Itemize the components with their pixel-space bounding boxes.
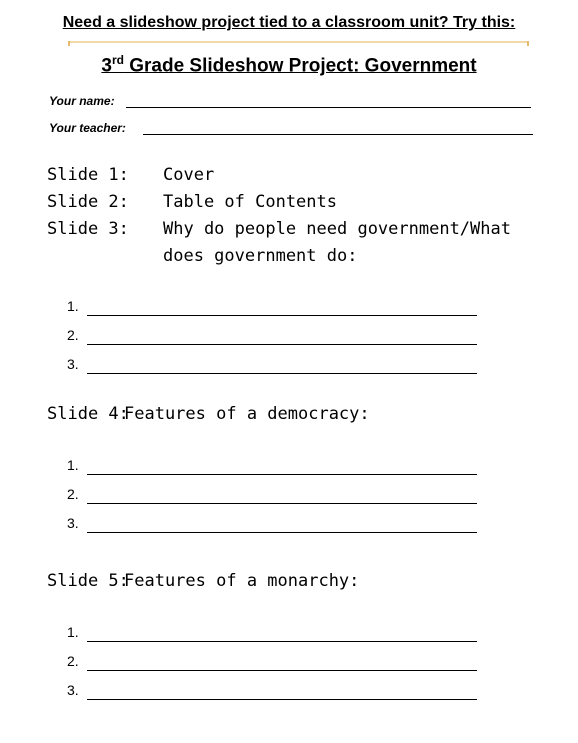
intro-banner: Need a slideshow project tied to a classroom unit? Try this: xyxy=(62,14,516,31)
title-grade-number: 3 xyxy=(101,55,112,77)
slide-1-label: Slide 1: xyxy=(47,165,129,185)
your-teacher-label: Your teacher: xyxy=(49,121,126,135)
slide-3-text-continued: does government do: xyxy=(163,246,358,266)
your-name-line[interactable] xyxy=(126,107,531,108)
slide-4-blank-1-number: 1. xyxy=(67,457,79,473)
decorative-rule xyxy=(68,41,529,43)
slide-3-blank-1-line[interactable] xyxy=(87,315,477,316)
slide-3-blank-3-number: 3. xyxy=(67,356,79,372)
slide-3-blank-1-number: 1. xyxy=(67,298,79,314)
title-text: Grade Slideshow Project: Government xyxy=(123,55,477,77)
slide-5-blank-1-number: 1. xyxy=(67,624,79,640)
decorative-rule-left-end xyxy=(68,41,70,46)
slide-3-text: Why do people need government/What xyxy=(163,219,511,239)
slide-2-label: Slide 2: xyxy=(47,192,129,212)
slide-1-text: Cover xyxy=(163,165,215,185)
your-name-label: Your name: xyxy=(49,94,115,108)
slide-3-blank-3-line[interactable] xyxy=(87,373,477,374)
slide-3-label: Slide 3: xyxy=(47,219,129,239)
decorative-rule-right-end xyxy=(527,41,529,46)
slide-4-text: Features of a democracy: xyxy=(124,404,370,424)
slide-4-blank-3-line[interactable] xyxy=(87,532,477,533)
slide-5-label: Slide 5: xyxy=(47,571,129,591)
slide-4-blank-2-number: 2. xyxy=(67,486,79,502)
slide-4-blank-2-line[interactable] xyxy=(87,503,477,504)
slide-5-blank-2-line[interactable] xyxy=(87,670,477,671)
slide-5-text: Features of a monarchy: xyxy=(124,571,360,591)
slide-4-label: Slide 4: xyxy=(47,404,129,424)
page-title xyxy=(0,53,578,77)
slide-5-blank-2-number: 2. xyxy=(67,653,79,669)
slide-3-blank-2-number: 2. xyxy=(67,327,79,343)
slide-4-blank-1-line[interactable] xyxy=(87,474,477,475)
slide-5-blank-3-line[interactable] xyxy=(87,699,477,700)
your-teacher-line[interactable] xyxy=(143,134,533,135)
slide-3-blank-2-line[interactable] xyxy=(87,344,477,345)
slide-5-blank-3-number: 3. xyxy=(67,682,79,698)
title-ordinal-suffix: rd xyxy=(111,53,124,67)
slide-2-text: Table of Contents xyxy=(163,192,337,212)
slide-4-blank-3-number: 3. xyxy=(67,515,79,531)
slide-5-blank-1-line[interactable] xyxy=(87,641,477,642)
